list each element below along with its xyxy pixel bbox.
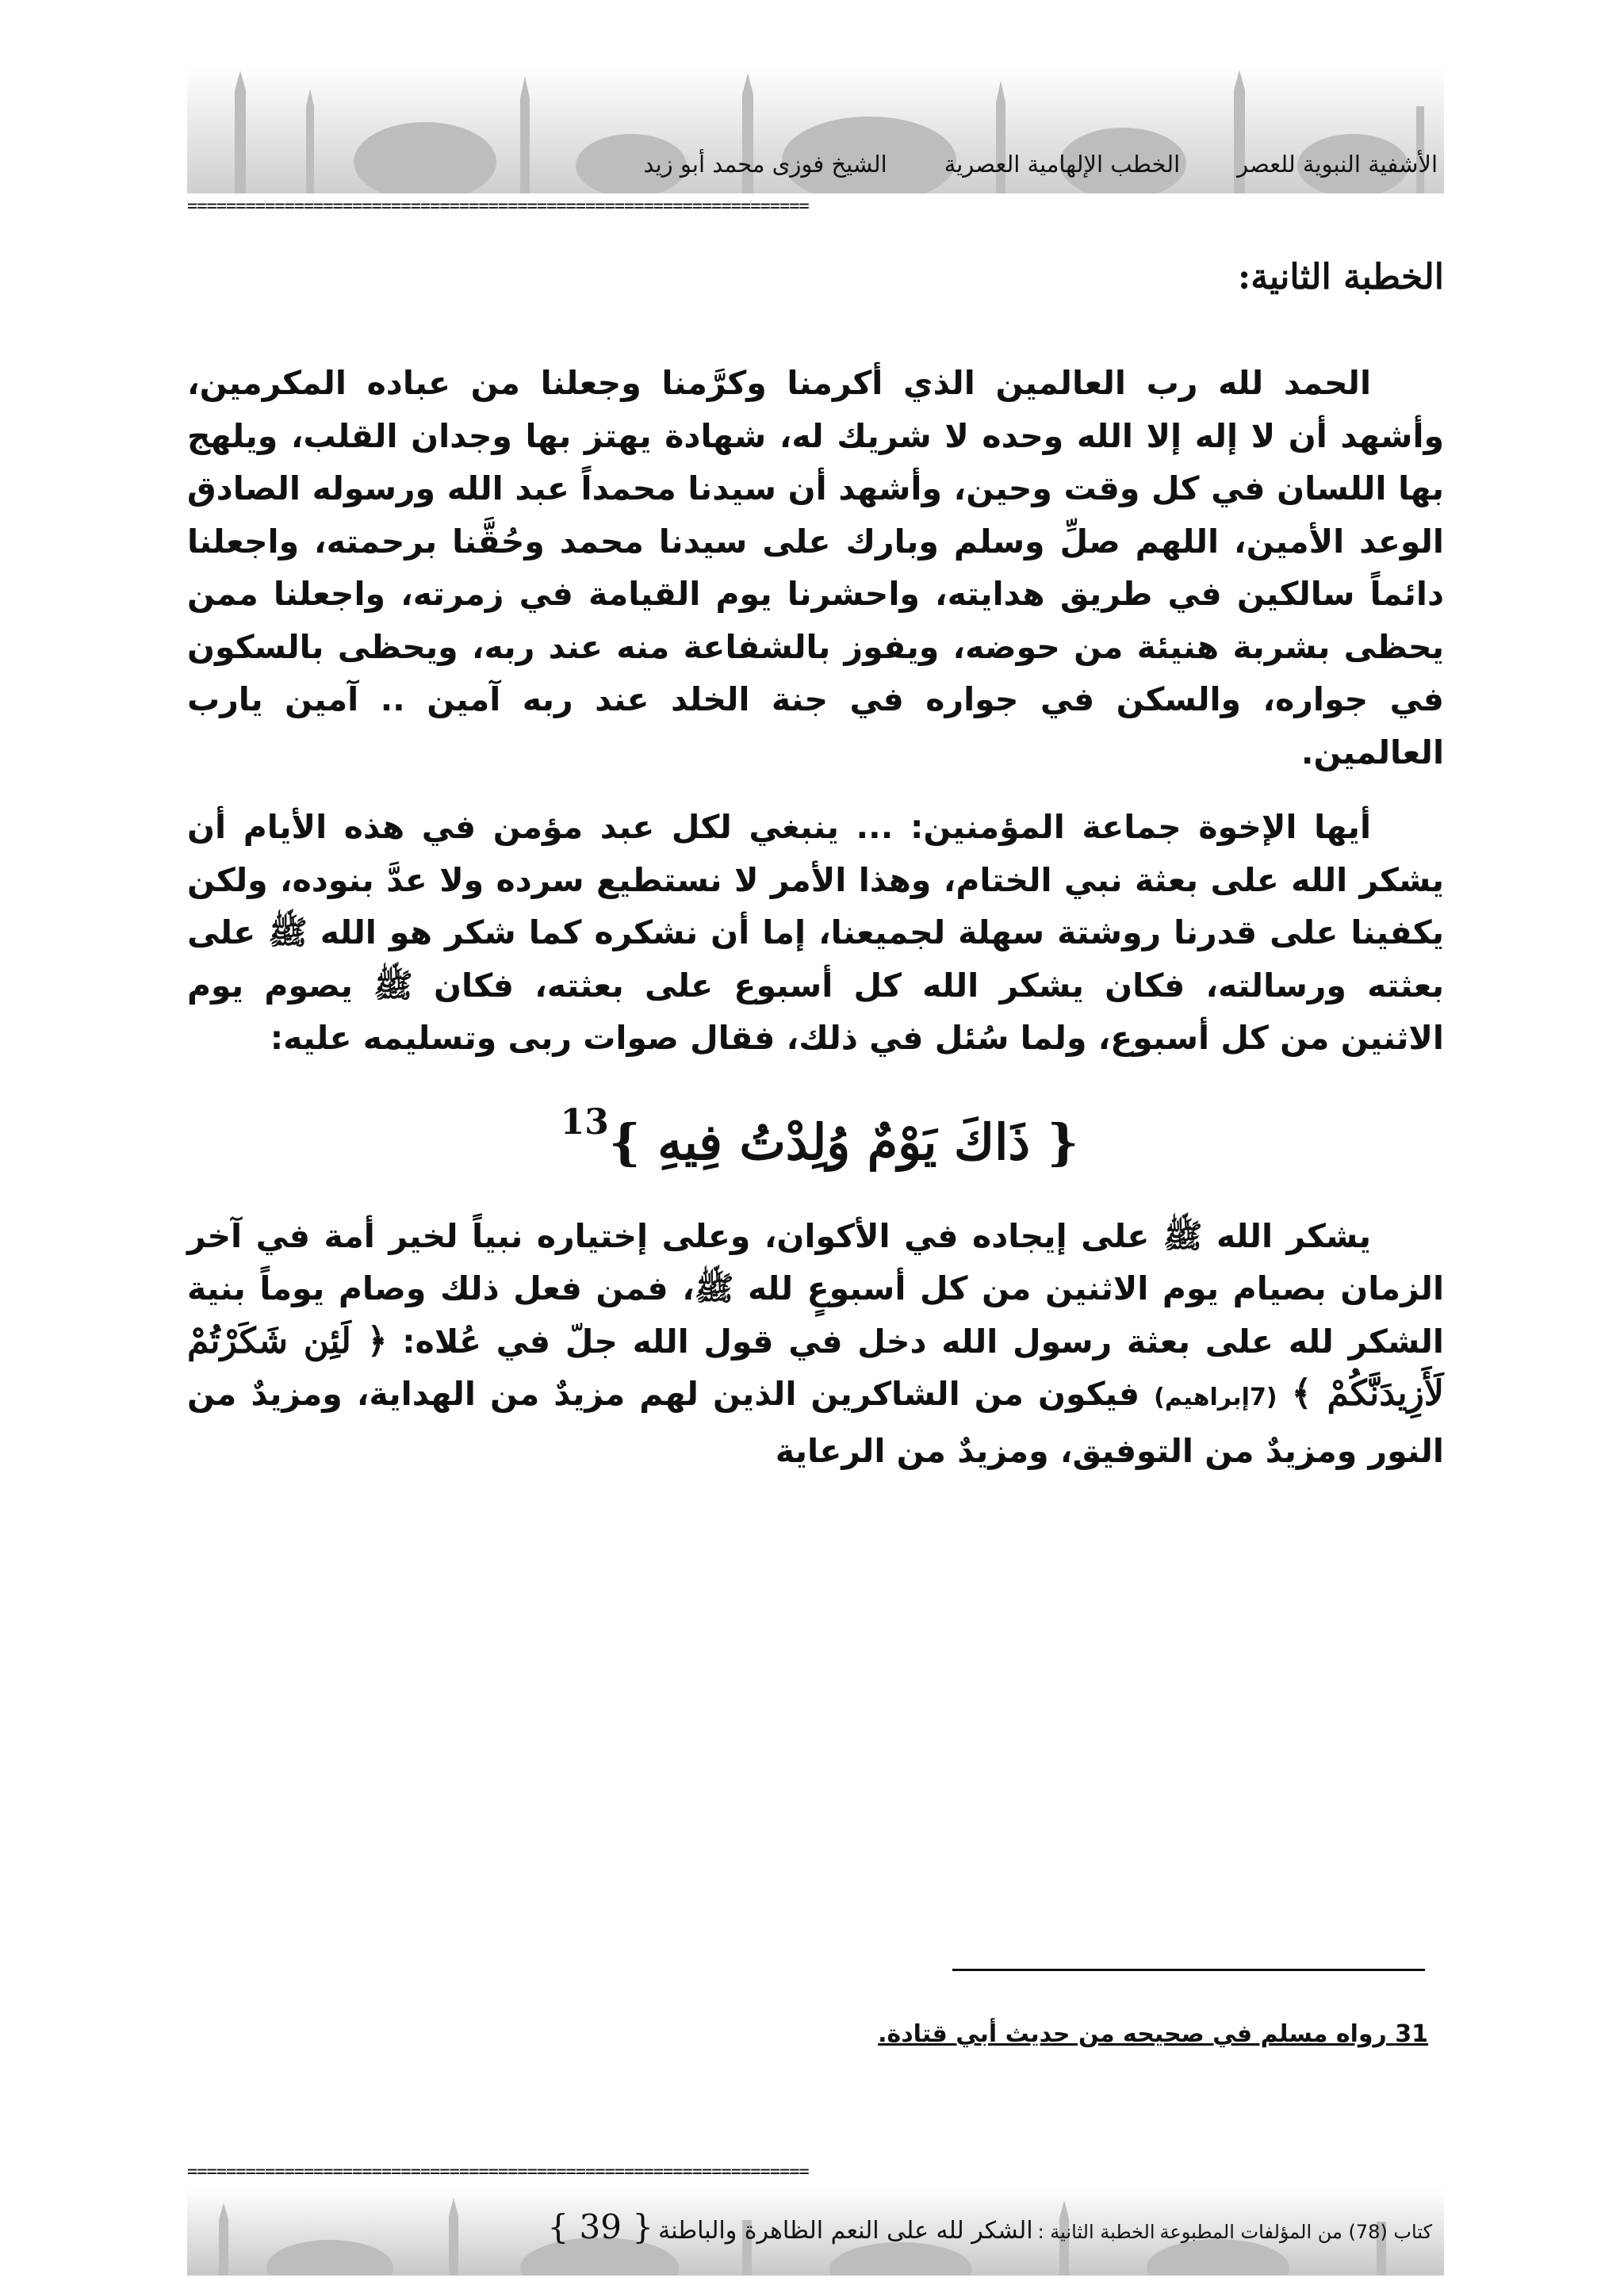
paragraph-3	[187, 1210, 1444, 1478]
header-author: الشيخ فوزى محمد أبو زيد	[643, 151, 887, 178]
footnote: 31 رواه مسلم في صحيحه من حديث أبي قتادة.	[878, 2020, 1428, 2048]
running-header	[187, 151, 1444, 187]
running-footer	[187, 2207, 1432, 2246]
header-divider: ================================================================	[187, 203, 809, 216]
main-content	[187, 254, 1444, 1499]
section-heading: الخطبة الثانية:	[1238, 257, 1444, 297]
paragraph-2-text: أيها الإخوة جماعة المؤمنين: ... ينبغي لكل عبد مؤمن في هذه الأيام أن يشكر الله على بعثة نبي الختام، وهذا الأمر لا نستطيع سرده ولا عدَّ بنوده، ولكن يكفينا على قدرنا روشتة سهلة لجميعنا، إما أن نشكره كما شكر هو الله ﷺ على بعثته ورسالته، فكان يشكر الله كل أسبوع على بعثته، فكان ﷺ يصوم يوم الاثنين من كل أسبوع، ولما سُئل في ذلك، فقال صوات ربى وتسليمه عليه:	[187, 808, 1444, 1057]
paragraph-2	[187, 801, 1444, 1065]
header-book-title: الأشفية النبوية للعصر	[1237, 151, 1438, 178]
paragraph-3-text-a: يشكر الله ﷺ على إيجاده في الأكوان، وعلى إختياره نبياً لخير أمة في آخر الزمان بصيام يوم الاثنين من كل أسبوعٍ لله ﷺ، فمن فعل ذلك وصام يوماً بنية الشكر لله على بعثة رسول الله دخل في قول الله جلّ في عُلاه:	[187, 1216, 1444, 1361]
hadith-text: { ذَاكَ يَوْمٌ وُلِدْتُ فِيهِ }	[608, 1112, 1079, 1171]
footer-chapter-title: الشكر لله على النعم الظاهرة والباطنة	[658, 2217, 1033, 2245]
footnote-separator	[952, 1969, 1425, 1971]
footer-book-number: كتاب (78) من المؤلفات المطبوعة	[1159, 2221, 1432, 2243]
paragraph-1-text: الحمد لله رب العالمين الذي أكرمنا وكرَّمنا وجعلنا من عباده المكرمين، وأشهد أن لا إله إلا الله وحده لا شريك له، شهادة يهتز بها وجدان القلب، ويلهج بها اللسان في كل وقت وحين، وأشهد أن سيدنا محمداً عبد الله ورسوله الصادق الوعد الأمين، اللهم صلِّ وسلم وبارك على سيدنا محمد وحُقَّنا برحمته، واجعلنا دائماً سالكين في طريق هدايته، واحشرنا يوم القيامة في زمرته، واجعلنا ممن يحظى بشربة هنيئة من حوضه، ويفوز بالشفاعة منه عند ربه، ويحظى بالسكون في جواره، والسكن في جواره في جنة الخلد عند ربه آمين .. آمين يارب العالمين.	[187, 364, 1444, 771]
footer-divider: ================================================================	[187, 2169, 809, 2182]
quran-verse: ﴿ لَئِن شَكَرْتُمْ لَأَزِيدَنَّكُمْ ﴾	[187, 1320, 1444, 1414]
hadith-quote	[187, 1087, 1444, 1178]
footer-khutba-label: الخطبة الثانية :	[1037, 2221, 1155, 2243]
verse-reference: (7إبراهيم)	[1154, 1384, 1277, 1411]
paragraph-1	[187, 357, 1444, 779]
footnote-marker: 13	[560, 1101, 609, 1143]
paragraph-3-text-b: فيكون من الشاكرين الذين لهم مزيدٌ من الهداية، ومزيدٌ من النور ومزيدٌ من التوفيق، ومزيدٌ من الرعاية	[187, 1375, 1444, 1470]
page-number: { 39 }	[547, 2207, 654, 2246]
header-series-title: الخطب الإلهامية العصرية	[944, 151, 1181, 178]
